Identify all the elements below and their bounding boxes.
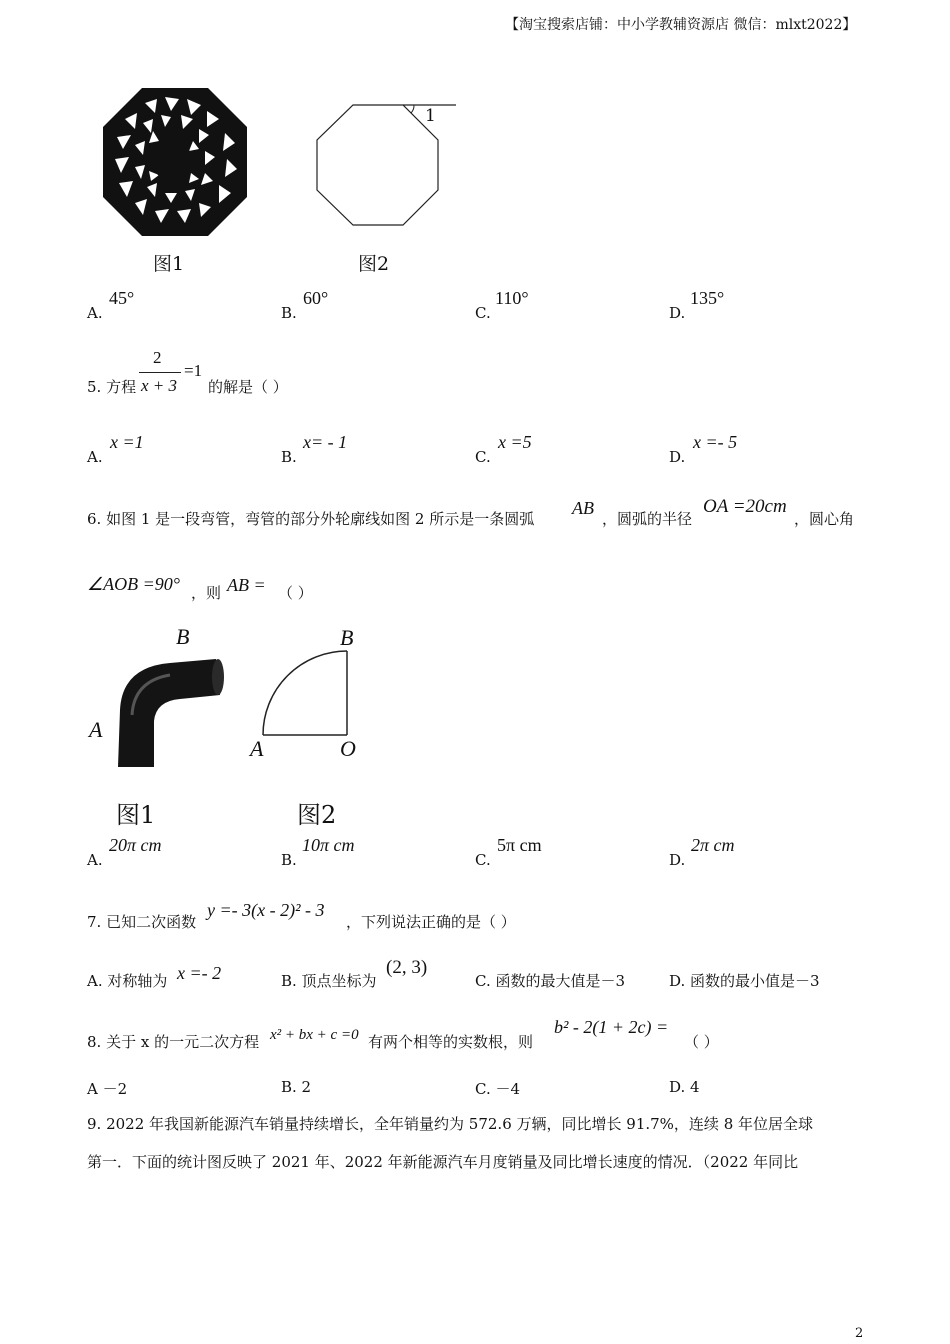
q6-option-c-value: 5π cm — [497, 835, 542, 855]
q7-option-d-text: D. 函数的最小值是－3 — [669, 972, 820, 990]
q4-option-c-value: 110° — [495, 288, 529, 308]
q6-radius-expression: OA =20cm — [703, 496, 787, 517]
q6-option-a-letter: A. — [87, 851, 103, 869]
q4-option-c-letter: C. — [475, 304, 491, 322]
q6-arc-length-expression: AB = — [227, 575, 266, 595]
q6-line1-part3: ，圆心角 — [794, 510, 855, 528]
quarter-arc-diagram — [255, 645, 355, 740]
q6-figure2-label-o: O — [340, 736, 356, 761]
q4-angle-label: 1 — [425, 106, 436, 126]
q7-option-b-text: B. 顶点坐标为 — [281, 972, 377, 990]
q4-option-b-value: 60° — [303, 288, 329, 308]
q5-fraction-numerator: 2 — [153, 348, 162, 367]
q8-equation: x² + bx + c =0 — [270, 1027, 359, 1043]
q6-option-d-value: 2π cm — [691, 835, 735, 855]
q7-option-a-text: A. 对称轴为 — [87, 972, 168, 990]
q9-line2: 第一．下面的统计图反映了 2021 年、2022 年新能源汽车月度销量及同比增长速度的情况．（2022 年同比 — [87, 1153, 799, 1171]
q4-option-d-letter: D. — [669, 304, 686, 322]
q8-option-c: C. －4 — [475, 1080, 521, 1098]
q6-figure1-caption: 图1 — [116, 801, 156, 829]
q8-option-a: A －2 — [87, 1080, 128, 1098]
q6-figure1-label-b: B — [176, 624, 190, 649]
q5-option-b-value: x= - 1 — [303, 432, 348, 452]
q8-expression: b² - 2(1 + 2c) = — [554, 1017, 669, 1037]
q8-middle: 有两个相等的实数根，则 — [368, 1033, 534, 1051]
q8-option-d: D. 4 — [669, 1078, 700, 1096]
q6-line2-part2: （ ） — [278, 584, 313, 602]
q4-figure2-caption: 图2 — [358, 253, 390, 275]
q7-suffix: ，下列说法正确的是（ ） — [346, 913, 516, 931]
q8-option-b: B. 2 — [281, 1078, 312, 1096]
q6-line1-part1: 6. 如图 1 是一段弯管，弯管的部分外轮廓线如图 2 所示是一条圆弧 — [87, 510, 535, 528]
q4-option-b-letter: B. — [281, 304, 297, 322]
q6-line1-part2: ，圆弧的半径 — [602, 510, 693, 528]
q5-option-a-value: x =1 — [110, 432, 144, 452]
bent-pipe-image — [110, 655, 230, 777]
q6-option-c-letter: C. — [475, 851, 491, 869]
q6-angle-expression: ∠AOB =90° — [87, 574, 180, 594]
q6-option-d-letter: D. — [669, 851, 686, 869]
q5-equals-one: =1 — [184, 361, 203, 380]
q5-option-c-value: x =5 — [498, 432, 532, 452]
q6-arc-name: AB — [572, 498, 594, 518]
q6-figure1-label-a: A — [89, 717, 103, 742]
octagon-outline-diagram — [310, 95, 460, 230]
q6-figure2-caption: 图2 — [297, 801, 337, 829]
q5-option-d-letter: D. — [669, 448, 686, 466]
q6-figure2-label-a: A — [250, 736, 264, 761]
q5-option-c-letter: C. — [475, 448, 491, 466]
q7-function-expression: y =- 3(x - 2)² - 3 — [207, 900, 325, 920]
q6-figure2-label-b: B — [340, 625, 354, 650]
q4-option-d-value: 135° — [690, 288, 725, 308]
q8-prefix: 8. 关于 x 的一元二次方程 — [87, 1033, 260, 1051]
q7-option-a-value: x =- 2 — [177, 963, 222, 983]
q5-fraction-bar — [139, 372, 181, 373]
q4-option-a-value: 45° — [109, 288, 135, 308]
q5-option-a-letter: A. — [87, 448, 103, 466]
q5-fraction-denominator: x + 3 — [141, 376, 178, 395]
q8-suffix: （ ） — [684, 1033, 719, 1051]
octagon-lattice-image — [95, 85, 255, 240]
q7-option-b-value: (2, 3) — [386, 957, 428, 978]
q5-option-d-value: x =- 5 — [693, 432, 738, 452]
q5-prefix: 5. 方程 — [87, 378, 137, 396]
q5-suffix: 的解是（ ） — [208, 378, 288, 396]
q6-line2-part1: ，则 — [191, 584, 222, 602]
q4-figure1-caption: 图1 — [153, 253, 185, 275]
q7-option-c-text: C. 函数的最大值是－3 — [475, 972, 626, 990]
q5-option-b-letter: B. — [281, 448, 297, 466]
page-number: 2 — [855, 1326, 864, 1341]
q6-option-a-value: 20π cm — [109, 835, 162, 855]
header-shop-text: 【淘宝搜索店铺：中小学教辅资源店 微信：mlxt2022】 — [505, 17, 857, 33]
q6-option-b-value: 10π cm — [302, 835, 355, 855]
q7-prefix: 7. 已知二次函数 — [87, 913, 197, 931]
q4-option-a-letter: A. — [87, 304, 103, 322]
q6-option-b-letter: B. — [281, 851, 297, 869]
q9-line1: 9. 2022 年我国新能源汽车销量持续增长，全年销量约为 572.6 万辆，同比增长 91.7%，连续 8 年位居全球 — [87, 1115, 814, 1133]
